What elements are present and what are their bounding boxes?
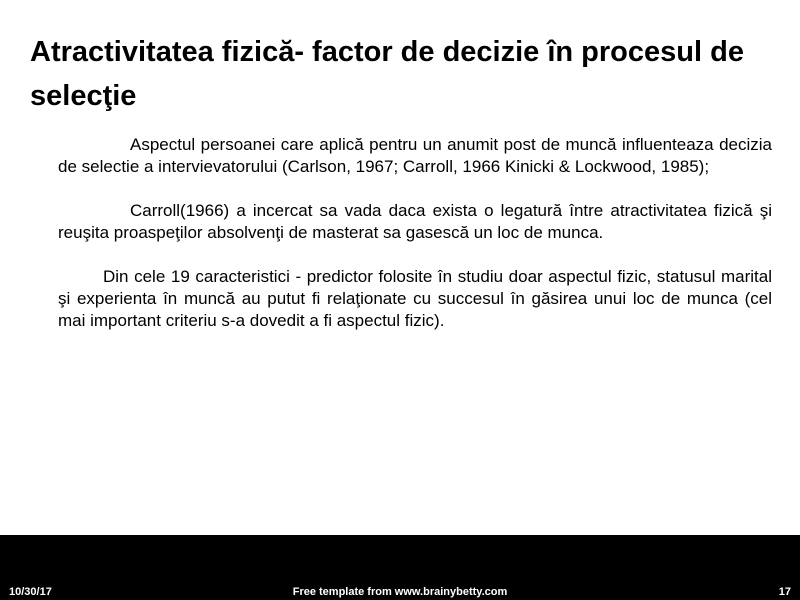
footer-date: 10/30/17	[9, 586, 52, 598]
slide-body	[58, 134, 772, 354]
footer-page-number: 17	[778, 586, 791, 598]
paragraph-appearance-influence: Aspectul persoanei care aplică pentru un anumit post de muncă influenteaza decizia de selectie a intervievatorului (Carlson, 1967; Carroll, 1966 Kinicki & Lockwood, 1985);	[58, 135, 772, 176]
slide-title: Atractivitatea fizică- factor de decizie în procesul de selecţie	[30, 36, 744, 112]
paragraph-carroll-study: Carroll(1966) a incercat sa vada daca exista o legatură între atractivitatea fizică şi reuşita proaspeţilor absolvenţi de masterat sa gasescă un loc de munca.	[58, 201, 772, 242]
footer-bar	[0, 535, 800, 600]
paragraph-predictor-characteristics: Din cele 19 caracteristici - predictor folosite în studiu doar aspectul fizic, statusul marital şi experienta în muncă au putut fi relaţionate cu succesul în găsirea unui loc de munca (cel mai important criteriu s-a dovedit a fi aspectul fizic).	[58, 267, 772, 330]
footer-credit: Free template from www.brainybetty.com	[292, 586, 508, 598]
